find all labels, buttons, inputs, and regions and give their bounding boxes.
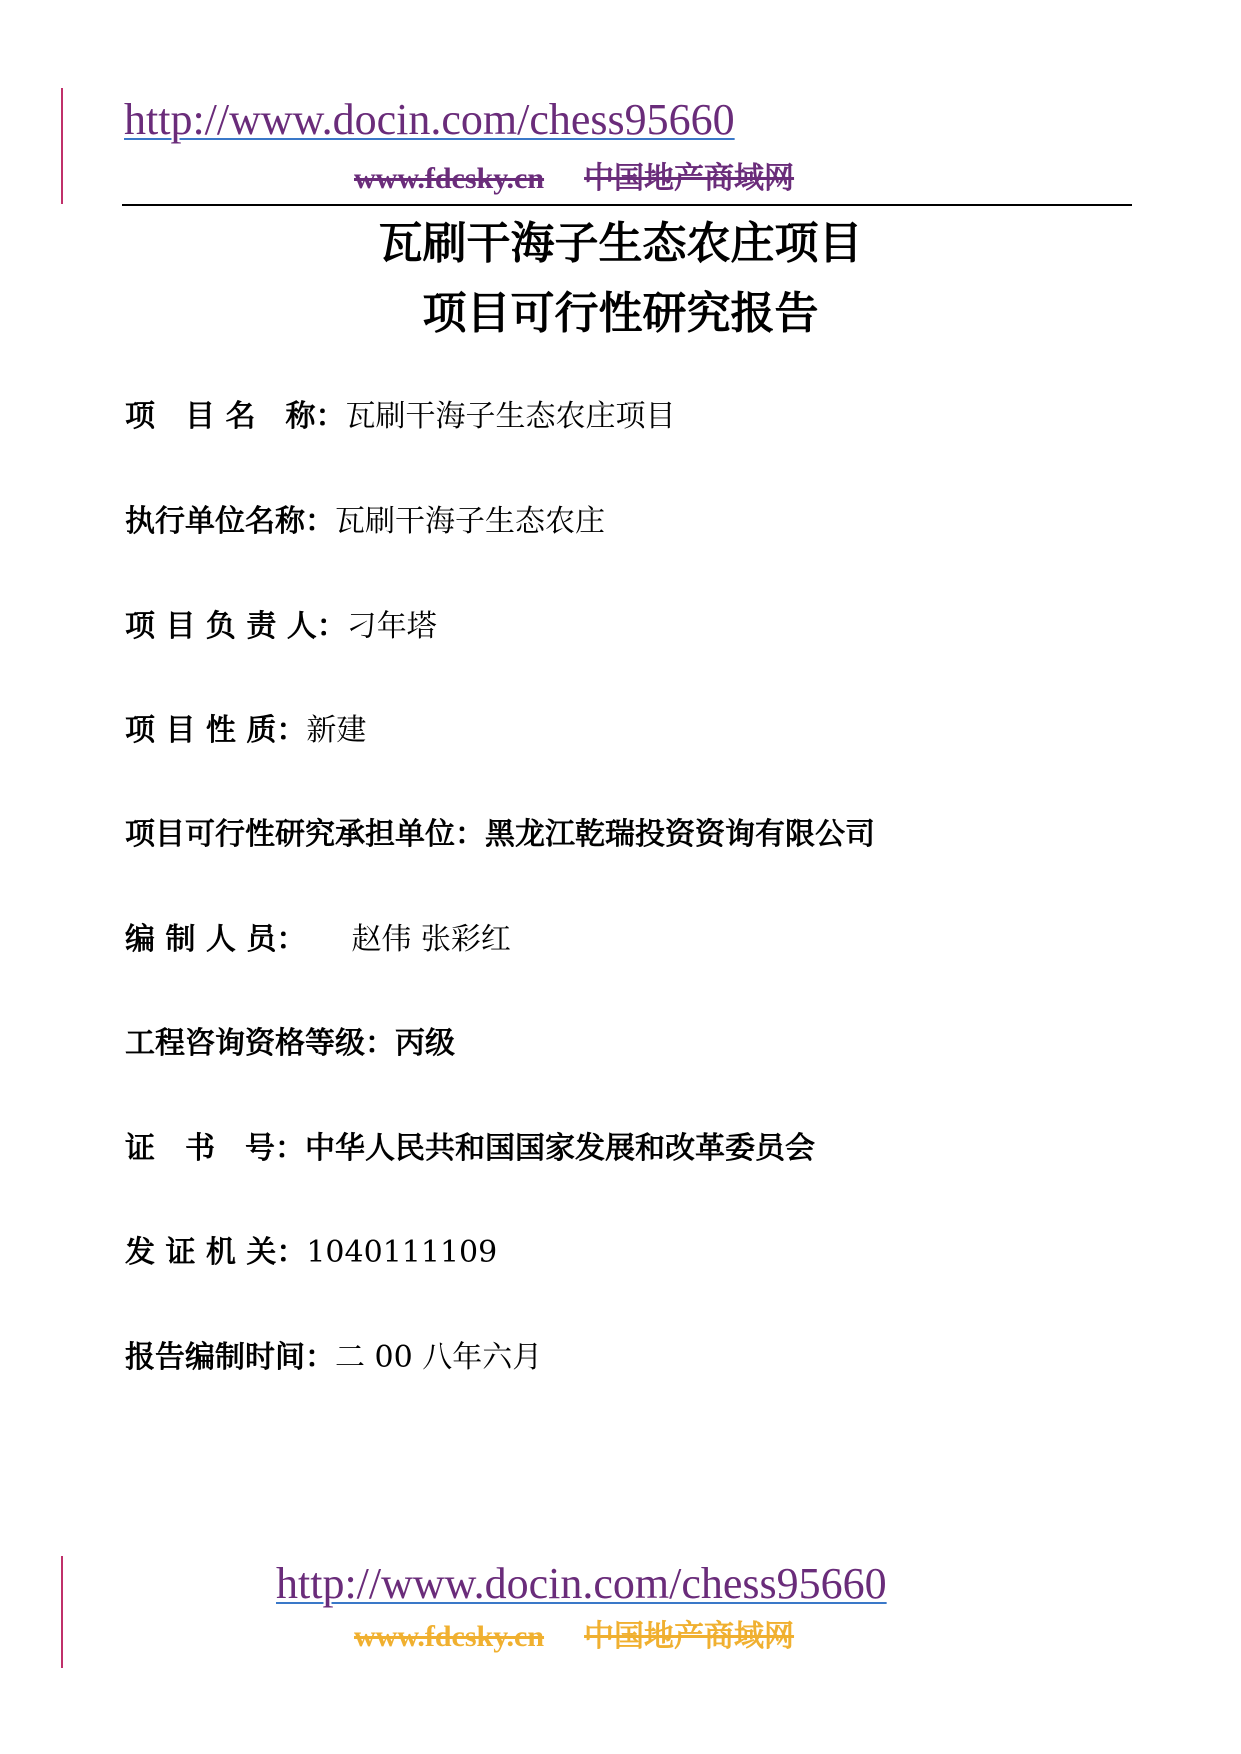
field-value: 丙级 — [395, 1026, 455, 1061]
header-site-line — [354, 161, 795, 196]
field-label: 执行单位名称： — [125, 504, 335, 539]
field-label: 项目可行性研究承担单位： — [125, 817, 485, 852]
field-value: 新建 — [306, 713, 367, 748]
margin-mark-top — [61, 88, 63, 204]
field-qualification-level — [125, 1026, 455, 1061]
field-label: 证 书 号： — [125, 1131, 305, 1166]
field-executing-unit — [125, 504, 605, 539]
field-research-unit — [125, 817, 875, 852]
field-label: 项 目 名 称： — [125, 399, 346, 434]
footer-url-link[interactable]: http://www.docin.com/chess95660 — [276, 1559, 887, 1608]
field-value: 黑龙江乾瑞投资资询有限公司 — [485, 817, 875, 852]
field-label: 工程咨询资格等级： — [125, 1026, 395, 1061]
field-value: 1040111109 — [306, 1235, 498, 1270]
field-value: 中华人民共和国国家发展和改革委员会 — [305, 1131, 815, 1166]
field-label: 项 目 性 质： — [125, 713, 307, 748]
header-url-link[interactable]: http://www.docin.com/chess95660 — [124, 95, 735, 144]
doc-title-line1: 瓦刷干海子生态农庄项目 — [378, 218, 863, 269]
field-report-date — [125, 1340, 543, 1375]
field-project-leader — [125, 609, 437, 644]
field-project-nature — [125, 713, 367, 748]
field-value: 瓦刷干海子生态农庄 — [335, 504, 605, 539]
header-rule — [122, 204, 1132, 206]
field-value: 二 00 八年六月 — [335, 1340, 543, 1375]
field-label: 发 证 机 关： — [125, 1235, 307, 1270]
margin-mark-bottom — [61, 1556, 63, 1668]
doc-title-line2: 项目可行性研究报告 — [422, 288, 819, 339]
field-value: 赵伟 张彩红 — [291, 922, 511, 957]
footer-site-name: 中国地产商域网 — [584, 1619, 795, 1654]
field-project-name — [125, 399, 676, 434]
field-label: 编 制 人 员： — [125, 922, 292, 957]
field-label: 报告编制时间： — [125, 1340, 335, 1375]
footer-site-domain: www.fdcsky.cn — [354, 1620, 545, 1653]
field-certificate-no — [125, 1131, 815, 1166]
footer-site-line — [354, 1619, 795, 1654]
field-label: 项 目 负 责 人： — [125, 609, 347, 644]
field-value: 刁年塔 — [346, 609, 437, 644]
field-value: 瓦刷干海子生态农庄项目 — [345, 399, 676, 434]
header-site-name: 中国地产商域网 — [584, 161, 795, 196]
field-issuing-authority — [125, 1235, 498, 1270]
field-compilers — [125, 922, 511, 957]
header-site-domain: www.fdcsky.cn — [354, 162, 545, 195]
